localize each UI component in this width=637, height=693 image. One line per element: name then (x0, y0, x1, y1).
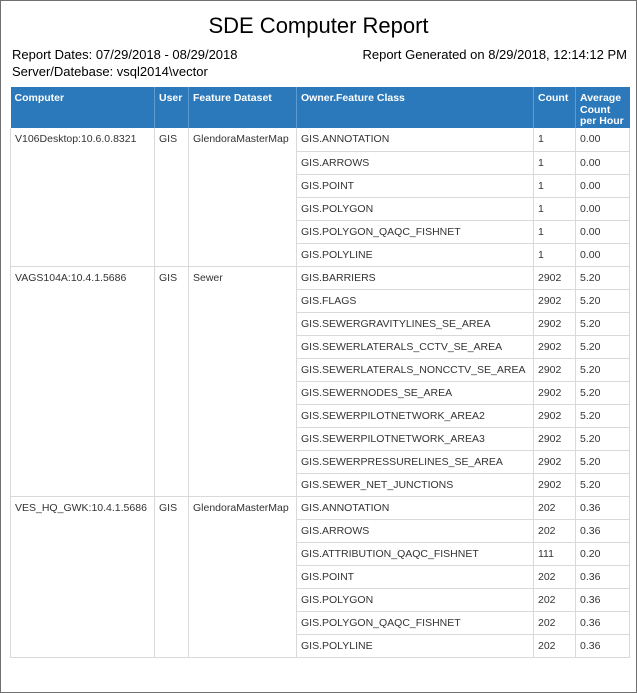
feature-class-cell: GIS.SEWERNODES_SE_AREA (297, 381, 534, 404)
table-row (11, 128, 630, 151)
feature-class-cell: GIS.ATTRIBUTION_QAQC_FISHNET (297, 542, 534, 565)
average-count-cell: 5.20 (576, 473, 630, 496)
count-cell: 1 (534, 220, 576, 243)
user-cell: GIS (155, 128, 189, 266)
average-count-cell: 5.20 (576, 404, 630, 427)
count-cell: 111 (534, 542, 576, 565)
feature-class-cell: GIS.FLAGS (297, 289, 534, 312)
average-count-cell: 5.20 (576, 427, 630, 450)
feature-class-cell: GIS.POLYGON (297, 197, 534, 220)
average-count-cell: 5.20 (576, 335, 630, 358)
table-row (11, 496, 630, 519)
user-cell: GIS (155, 496, 189, 657)
feature-dataset-cell: GlendoraMasterMap (189, 128, 297, 266)
average-count-cell: 5.20 (576, 289, 630, 312)
count-cell: 202 (534, 588, 576, 611)
report-table (10, 87, 630, 658)
feature-class-cell: GIS.ANNOTATION (297, 128, 534, 151)
count-cell: 1 (534, 174, 576, 197)
column-header-average-count (576, 87, 630, 128)
count-cell: 2902 (534, 404, 576, 427)
column-header-count: Count (534, 87, 576, 128)
report-server: Server/Datebase: vsql2014\vector (12, 64, 208, 79)
computer-cell: VES_HQ_GWK:10.4.1.5686 (11, 496, 155, 657)
average-count-cell: 5.20 (576, 266, 630, 289)
feature-class-cell: GIS.POLYGON_QAQC_FISHNET (297, 611, 534, 634)
computer-cell: VAGS104A:10.4.1.5686 (11, 266, 155, 496)
average-label-line1: Average (580, 92, 622, 104)
count-cell: 2902 (534, 358, 576, 381)
average-count-cell: 0.36 (576, 496, 630, 519)
average-count-cell: 0.36 (576, 565, 630, 588)
average-count-cell: 0.20 (576, 542, 630, 565)
user-cell: GIS (155, 266, 189, 496)
average-count-cell: 0.00 (576, 220, 630, 243)
count-cell: 202 (534, 565, 576, 588)
count-cell: 2902 (534, 427, 576, 450)
count-cell: 2902 (534, 312, 576, 335)
column-header-feature-dataset: Feature Dataset (189, 87, 297, 128)
average-count-cell: 0.00 (576, 151, 630, 174)
count-cell: 202 (534, 496, 576, 519)
count-cell: 2902 (534, 381, 576, 404)
feature-dataset-cell: Sewer (189, 266, 297, 496)
feature-class-cell: GIS.POLYLINE (297, 243, 534, 266)
count-cell: 2902 (534, 289, 576, 312)
average-label-line3: per Hour (580, 115, 624, 127)
count-cell: 1 (534, 128, 576, 151)
feature-class-cell: GIS.SEWERPILOTNETWORK_AREA3 (297, 427, 534, 450)
average-count-cell: 0.00 (576, 243, 630, 266)
average-count-cell: 0.36 (576, 634, 630, 657)
average-label-line2: Count (580, 103, 611, 116)
average-count-cell: 0.36 (576, 588, 630, 611)
feature-class-cell: GIS.ARROWS (297, 151, 534, 174)
feature-class-cell: GIS.SEWERLATERALS_CCTV_SE_AREA (297, 335, 534, 358)
average-count-cell: 0.00 (576, 174, 630, 197)
feature-class-cell: GIS.POINT (297, 174, 534, 197)
table-header (11, 87, 630, 128)
feature-class-cell: GIS.SEWERPRESSURELINES_SE_AREA (297, 450, 534, 473)
feature-class-cell: GIS.SEWERGRAVITYLINES_SE_AREA (297, 312, 534, 335)
average-count-cell: 5.20 (576, 450, 630, 473)
count-cell: 2902 (534, 266, 576, 289)
column-header-computer: Computer (11, 87, 155, 128)
count-cell: 202 (534, 519, 576, 542)
report-title: SDE Computer Report (208, 13, 429, 38)
feature-class-cell: GIS.SEWERPILOTNETWORK_AREA2 (297, 404, 534, 427)
column-header-feature-class: Owner.Feature Class (297, 87, 534, 128)
computer-cell: V106Desktop:10.6.0.8321 (11, 128, 155, 266)
average-count-cell: 0.00 (576, 128, 630, 151)
count-cell: 2902 (534, 473, 576, 496)
average-count-cell: 5.20 (576, 312, 630, 335)
feature-dataset-cell: GlendoraMasterMap (189, 496, 297, 657)
average-count-cell: 0.00 (576, 197, 630, 220)
column-header-user: User (155, 87, 189, 128)
feature-class-cell: GIS.ARROWS (297, 519, 534, 542)
feature-class-cell: GIS.POINT (297, 565, 534, 588)
count-cell: 1 (534, 151, 576, 174)
feature-class-cell: GIS.POLYGON (297, 588, 534, 611)
count-cell: 202 (534, 634, 576, 657)
feature-class-cell: GIS.SEWERLATERALS_NONCCTV_SE_AREA (297, 358, 534, 381)
average-count-cell: 0.36 (576, 519, 630, 542)
feature-class-cell: GIS.BARRIERS (297, 266, 534, 289)
average-count-cell: 0.36 (576, 611, 630, 634)
report-dates: Report Dates: 07/29/2018 - 08/29/2018 (12, 47, 238, 62)
table-row (11, 266, 630, 289)
count-cell: 202 (534, 611, 576, 634)
average-count-cell: 5.20 (576, 381, 630, 404)
count-cell: 2902 (534, 335, 576, 358)
count-cell: 2902 (534, 450, 576, 473)
feature-class-cell: GIS.POLYLINE (297, 634, 534, 657)
count-cell: 1 (534, 243, 576, 266)
table-body (11, 128, 630, 657)
feature-class-cell: GIS.SEWER_NET_JUNCTIONS (297, 473, 534, 496)
feature-class-cell: GIS.ANNOTATION (297, 496, 534, 519)
feature-class-cell: GIS.POLYGON_QAQC_FISHNET (297, 220, 534, 243)
report-generated: Report Generated on 8/29/2018, 12:14:12 PM (362, 47, 627, 62)
count-cell: 1 (534, 197, 576, 220)
average-count-cell: 5.20 (576, 358, 630, 381)
